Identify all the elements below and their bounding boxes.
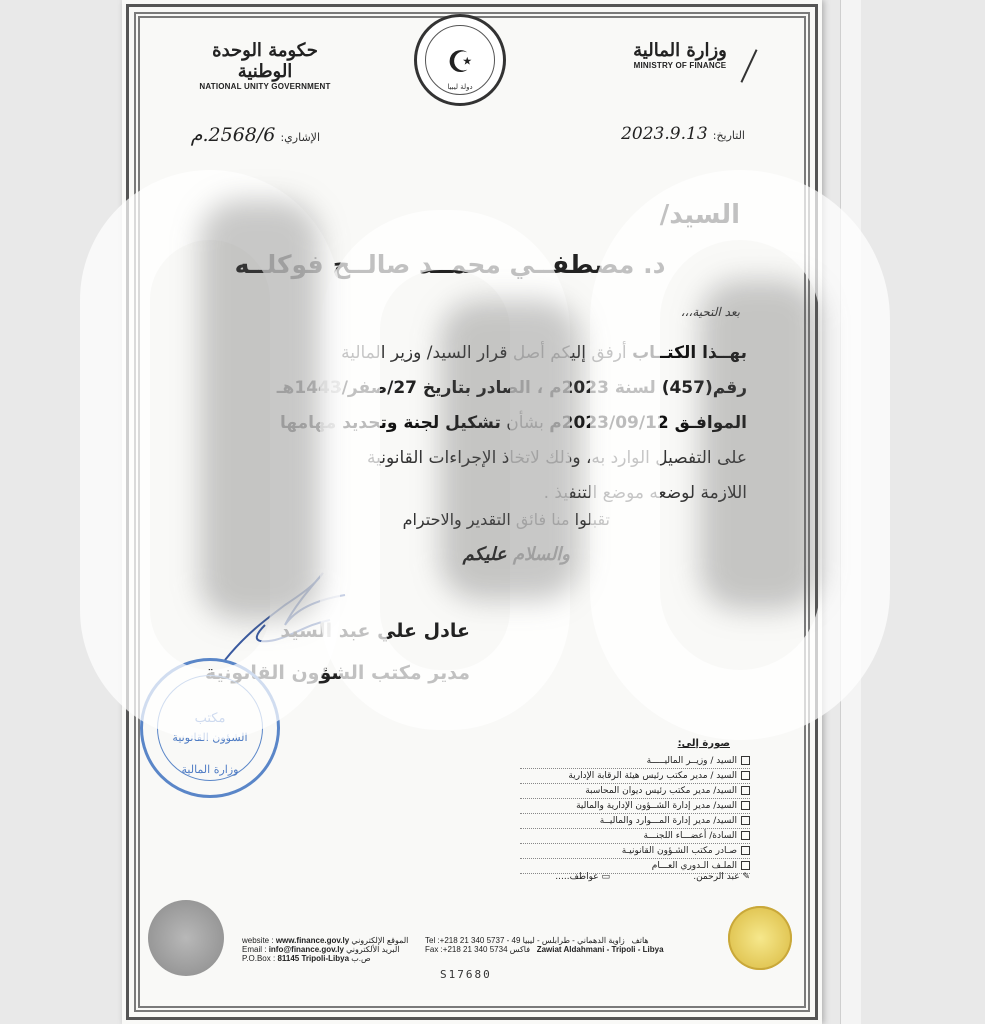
cc-item: السادة/ أعضـــاء اللجنـــة bbox=[520, 829, 750, 844]
signatory-name: عادل علي عبد السيد bbox=[280, 620, 470, 642]
reference-label: الإشاري: bbox=[280, 131, 320, 144]
date-label: التاريخ: bbox=[712, 129, 745, 142]
cc-item: السيد / مدير مكتب رئيس هيئة الرقابة الإدارية bbox=[520, 769, 750, 784]
crescent-star-icon: ☪ bbox=[447, 45, 474, 80]
reference-field bbox=[170, 124, 320, 146]
body-lead: بهــذا الكتــاب bbox=[632, 343, 747, 363]
signatory-title: مدير مكتب الشؤون القانونية bbox=[204, 662, 470, 684]
watermark-shadow bbox=[700, 280, 820, 610]
greeting: بعد التحية،،، bbox=[680, 305, 740, 319]
pen-icon: ✎ bbox=[742, 872, 750, 882]
ministry-name-en: MINISTRY OF FINANCE bbox=[633, 61, 727, 70]
body-line-2: رقم(457) لسنة 2023م ، الصادر بتاريخ 27/صفر/1443هـ bbox=[276, 378, 747, 398]
body-line-1: بهــذا الكتــاب أرفق إليكم أصل قرار السيد/ وزير المالية bbox=[341, 343, 747, 363]
grey-seal bbox=[148, 900, 224, 976]
body-line-3: الموافـق 2023/09/12م بشأن تشكيل لجنة وتحديد مهامها bbox=[280, 413, 747, 433]
body-line-5: اللازمة لوضعه موضع التنفيذ . bbox=[543, 483, 747, 503]
stamp-line-2: الشؤون القانونية bbox=[172, 731, 248, 744]
cc-item: صـادر مكتب الشـؤون القانونيـة bbox=[520, 844, 750, 859]
stamp-line-1: مكتب bbox=[194, 711, 226, 726]
stamp-ring-text: وزارة المالية bbox=[181, 763, 239, 776]
body-line-4: على التفصيل الوارد به، وذلك لاتخاذ الإجراءات القانونية bbox=[366, 448, 747, 468]
serial-number: S17680 bbox=[440, 968, 492, 981]
footer-address: Tel :+218 21 340 5737 - 49 هاتف زاوية الدهماني - طرابلس - ليبيا Fax :+218 21 340 5734 فاكس Zawiat Aldahmani - Tripoli - Libya bbox=[425, 936, 664, 954]
reference-value: 2568/6.م bbox=[190, 124, 276, 146]
cc-item: السيد/ مدير إدارة المـــوارد والماليــة bbox=[520, 814, 750, 829]
cc-item: الملـف الـدوري العـــام bbox=[520, 859, 750, 874]
watermark-shadow bbox=[440, 300, 580, 600]
cc-footer-right: ✎ عبد الرحمن. bbox=[693, 872, 750, 882]
emblem-caption: دولة ليبيا bbox=[447, 83, 473, 91]
cc-item: السيد/ مدير إدارة الشــؤون الإدارية والمالية bbox=[520, 799, 750, 814]
cc-footer-left: ▭ عواطف..... bbox=[555, 872, 610, 882]
cc-list bbox=[520, 754, 750, 874]
cc-item: السيد/ مدير مكتب رئيس ديوان المحاسبة bbox=[520, 784, 750, 799]
cc-item: السيد / وزيــر الماليـــــة bbox=[520, 754, 750, 769]
ministry-header bbox=[620, 40, 740, 70]
state-emblem bbox=[414, 14, 506, 106]
salutation: السيد/ bbox=[659, 200, 740, 230]
footer-contacts: website : www.finance.gov.ly الموقع الإلكتروني Email : info@finance.gov.ly البريد الألكتروني P.O.Box : 81145 Tripoli-Libya ص.ب bbox=[242, 936, 409, 963]
government-name-ar: حكومة الوحدة الوطنية bbox=[212, 40, 318, 82]
computer-icon: ▭ bbox=[601, 872, 610, 882]
government-header bbox=[190, 40, 340, 91]
watermark-shadow bbox=[200, 200, 320, 620]
cc-title: صورة إلى: bbox=[677, 738, 730, 749]
peace-line: والسلام عليكم bbox=[462, 544, 570, 565]
date-value: 2023.9.13 bbox=[621, 124, 708, 144]
closing-line: تقبلوا منا فائق التقدير والاحترام bbox=[402, 510, 610, 529]
ministry-name-ar: وزارة المالية bbox=[633, 40, 727, 61]
date-field bbox=[600, 124, 745, 144]
addressee-name: د. مصطفــي محمــد صالــح فوكلــه bbox=[234, 250, 666, 279]
government-name-en: NATIONAL UNITY GOVERNMENT bbox=[199, 82, 331, 91]
gold-seal bbox=[728, 906, 792, 970]
